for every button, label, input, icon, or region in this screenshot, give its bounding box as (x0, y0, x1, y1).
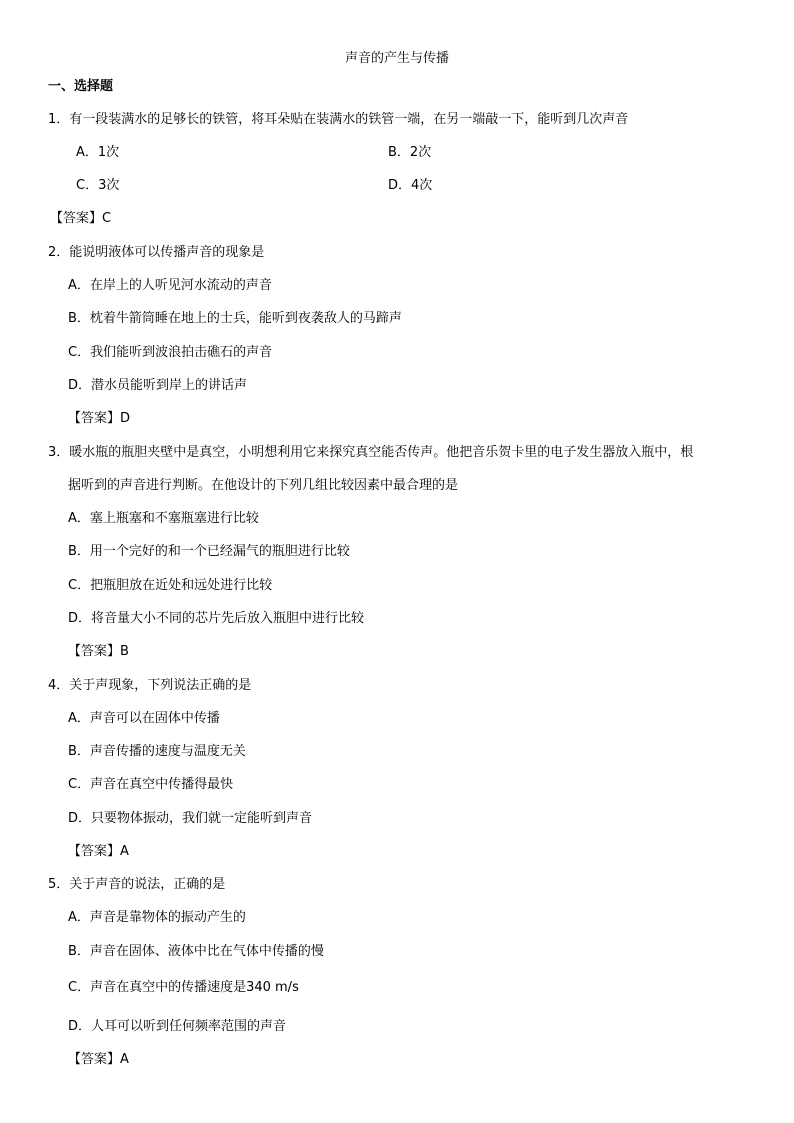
question-5-stem: 5．关于声音的说法，正确的是 (48, 877, 226, 892)
question-1-stem: 1．有一段装满水的足够长的铁管，将耳朵贴在装满水的铁管一端，在另一端敲一下，能听到几次声音 (48, 112, 629, 127)
question-4-option-b: B．声音传播的速度与温度无关 (68, 744, 246, 759)
question-3-option-d: D．将音量大小不同的芯片先后放入瓶胆中进行比较 (68, 611, 365, 626)
question-2-stem: 2．能说明液体可以传播声音的现象是 (48, 245, 265, 260)
document-title: 声音的产生与传播 (344, 51, 449, 66)
question-5-answer: 【答案】A (68, 1052, 129, 1067)
question-3-option-a: A．塞上瓶塞和不塞瓶塞进行比较 (68, 511, 259, 526)
question-1-answer: 【答案】C (50, 211, 112, 226)
question-2-option-c: C．我们能听到波浪拍击礁石的声音 (68, 345, 273, 360)
question-4-stem: 4．关于声现象，下列说法正确的是 (48, 678, 252, 693)
question-1-option-b: B．2次 (388, 145, 432, 160)
question-5-option-c: C．声音在真空中的传播速度是340 m/s (68, 980, 299, 995)
question-5-option-a: A．声音是靠物体的振动产生的 (68, 910, 246, 925)
question-3-stem: 3．暖水瓶的瓶胆夹壁中是真空，小明想利用它来探究真空能否传声。他把音乐贺卡里的电子发生器放入瓶中，根 (48, 445, 694, 460)
question-5-option-b: B．声音在固体、液体中比在气体中传播的慢 (68, 944, 324, 959)
question-4-option-a: A．声音可以在固体中传播 (68, 711, 220, 726)
question-3-option-c: C．把瓶胆放在近处和远处进行比较 (68, 578, 273, 593)
question-4-answer: 【答案】A (68, 844, 129, 859)
section-heading: 一、选择题 (48, 79, 114, 94)
question-3-stem-continued: 据听到的声音进行判断。在他设计的下列几组比较因素中最合理的是 (68, 478, 459, 493)
question-2-option-d: D．潜水员能听到岸上的讲话声 (68, 378, 248, 393)
question-5-option-d: D．人耳可以听到任何频率范围的声音 (68, 1019, 287, 1034)
question-4-option-d: D．只要物体振动，我们就一定能听到声音 (68, 811, 313, 826)
question-2-option-b: B．枕着牛箭筒睡在地上的士兵，能听到夜袭敌人的马蹄声 (68, 311, 402, 326)
question-3-answer: 【答案】B (68, 644, 129, 659)
question-1-option-c: C．3次 (76, 178, 120, 193)
question-1-option-a: A．1次 (76, 145, 120, 160)
question-2-answer: 【答案】D (68, 411, 131, 426)
question-2-option-a: A．在岸上的人听见河水流动的声音 (68, 278, 272, 293)
question-4-option-c: C．声音在真空中传播得最快 (68, 777, 234, 792)
question-1-option-d: D．4次 (388, 178, 433, 193)
question-3-option-b: B．用一个完好的和一个已经漏气的瓶胆进行比较 (68, 544, 350, 559)
